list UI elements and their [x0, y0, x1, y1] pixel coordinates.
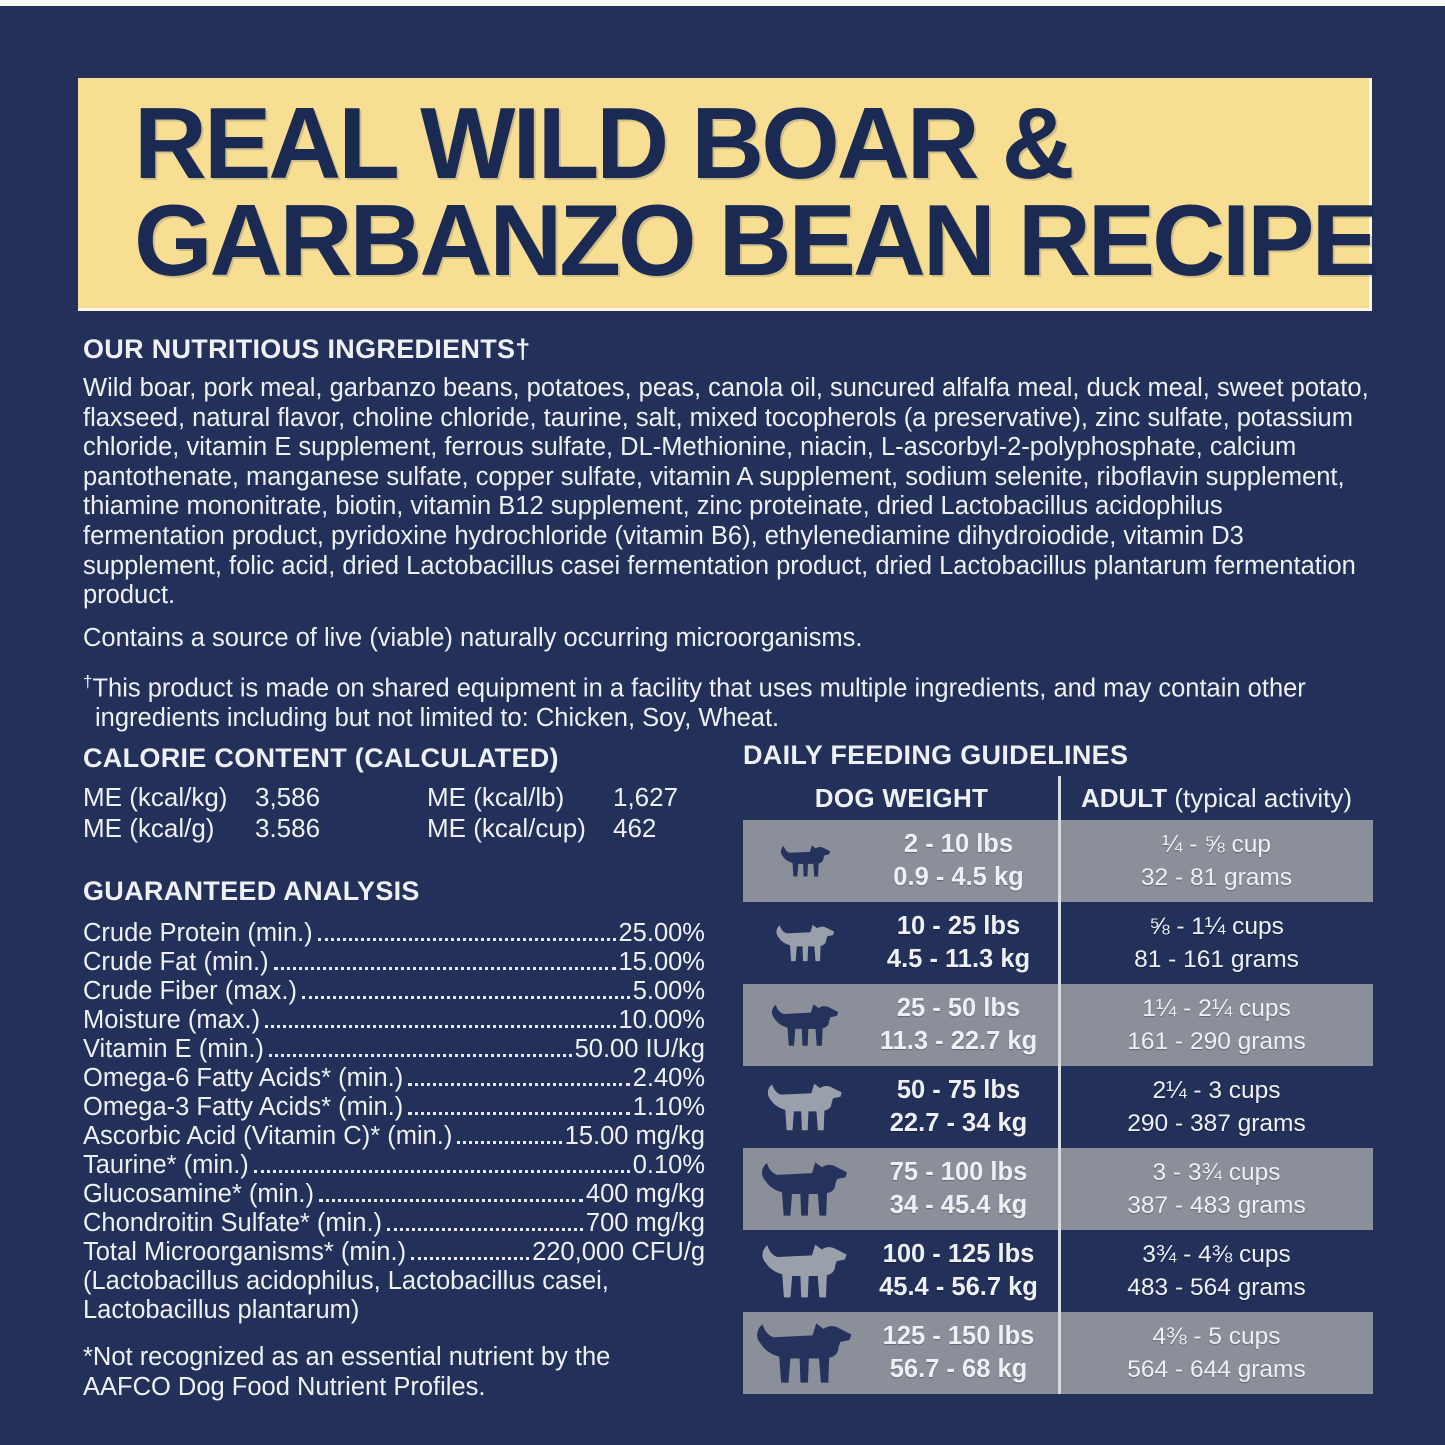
guaranteed-analysis-heading: GUARANTEED ANALYSIS — [83, 876, 420, 906]
serving-grams: 161 - 290 grams — [1127, 1028, 1306, 1055]
weight-kg: 4.5 - 11.3 kg — [886, 945, 1031, 973]
recipe-title-line2: GARBANZO BEAN RECIPE — [134, 185, 1376, 297]
calorie-label: ME (kcal/lb) — [427, 782, 565, 812]
calorie-grid — [83, 782, 723, 843]
shared-equipment-note — [83, 667, 1370, 734]
analysis-value: 25.00% — [618, 919, 705, 947]
analysis-value: 15.00 mg/kg — [564, 1122, 705, 1150]
serving-grams: 32 - 81 grams — [1140, 864, 1293, 891]
top-edge-strip — [0, 0, 1445, 6]
leader-dots — [302, 996, 630, 999]
calorie-label: ME (kcal/kg) — [83, 782, 228, 812]
analysis-row — [83, 1151, 705, 1180]
serving-grams: 387 - 483 grams — [1127, 1192, 1306, 1219]
microorganisms-detail-line2: Lactobacillus plantarum) — [83, 1296, 360, 1324]
terrier-icon — [766, 999, 848, 1051]
typical-activity-label: (typical activity) — [1167, 782, 1353, 813]
analysis-label: Omega-3 Fatty Acids* (min.) — [83, 1093, 404, 1121]
analysis-label: Ascorbic Acid (Vitamin C)* (min.) — [83, 1122, 453, 1150]
shepherd-icon — [759, 1078, 855, 1136]
chihuahua-icon — [778, 841, 836, 881]
analysis-value: 220,000 CFU/g — [532, 1238, 705, 1266]
feeding-guidelines-table — [743, 776, 1373, 1394]
serving-cups: ⅝ - 1¼ cups — [1149, 913, 1284, 940]
ingredients-list: Wild boar, pork meal, garbanzo beans, potatoes, peas, canola oil, suncured alfalfa meal, duck meal, sweet potato, flaxseed, natural flavor, choline chloride, taurine, salt, mixed tocopherols (a preservative), zinc sulfate, potassium chloride, vitamin E supplement, ferrous sulfate, DL-Methionine, niacin, L-ascorbyl-2-polyphosphate, calcium pantothenate, manganese sulfate, copper sulfate, vitamin A supplement, sodium selenite, riboflavin supplement, thiamine mononitrate, biotin, vitamin B12 supplement, zinc proteinate, dried Lactobacillus acidophilus fermentation product, pyridoxine hydrochloride (vitamin B6), ethylenediamine dihydroiodide, vitamin D3 supplement, folic acid, dried Lactobacillus casei fermentation product, dried Lactobacillus plantarum fermentation product. — [83, 374, 1369, 610]
weight-lbs: 2 - 10 lbs — [903, 830, 1014, 858]
weight-kg: 45.4 - 56.7 kg — [879, 1273, 1038, 1301]
microorganisms-detail-line1: (Lactobacillus acidophilus, Lactobacillus casei, — [83, 1267, 609, 1295]
adult-column-header — [1060, 783, 1373, 814]
weight-kg: 56.7 - 68 kg — [889, 1355, 1028, 1383]
calorie-value: 1,627 — [613, 782, 679, 812]
leader-dots — [408, 1112, 629, 1115]
leader-dots — [254, 1170, 630, 1173]
analysis-label: Vitamin E (min.) — [83, 1035, 264, 1063]
analysis-row — [83, 948, 705, 977]
analysis-row — [83, 1122, 705, 1151]
serving-grams: 290 - 387 grams — [1127, 1110, 1306, 1137]
mountain-dog-icon — [745, 1316, 869, 1390]
serving-cups: 4⅜ - 5 cups — [1152, 1323, 1281, 1350]
analysis-label: Glucosamine* (min.) — [83, 1180, 314, 1208]
analysis-row — [83, 1238, 705, 1267]
french-bulldog-icon — [773, 920, 841, 966]
leader-dots — [274, 967, 616, 970]
analysis-label: Total Microorganisms* (min.) — [83, 1238, 407, 1266]
dagger-mark: † — [83, 672, 93, 692]
serving-grams: 81 - 161 grams — [1134, 946, 1299, 973]
great-dane-icon — [757, 1155, 857, 1223]
analysis-value: 15.00% — [618, 948, 705, 976]
weight-kg: 11.3 - 22.7 kg — [879, 1027, 1038, 1055]
recipe-title-line1: REAL WILD BOAR & — [134, 88, 1072, 200]
leader-dots — [318, 938, 616, 941]
column-divider-line — [1058, 776, 1061, 1394]
analysis-value: 0.10% — [632, 1151, 705, 1179]
analysis-row — [83, 1064, 705, 1093]
analysis-row — [83, 1209, 705, 1238]
leader-dots — [265, 1025, 615, 1028]
calorie-label: ME (kcal/cup) — [427, 813, 586, 843]
aafco-footnote-line2: AAFCO Dog Food Nutrient Profiles. — [83, 1372, 486, 1401]
leader-dots — [319, 1199, 583, 1202]
analysis-value: 10.00% — [618, 1006, 705, 1034]
calorie-content-section — [83, 743, 723, 843]
ingredients-section — [83, 334, 1370, 734]
serving-cups: ¼ - ⅝ cup — [1162, 831, 1271, 858]
analysis-value: 5.00% — [632, 977, 705, 1005]
shared-equipment-text: This product is made on shared equipment in a facility that uses multiple ingredients, and may contain other ingredients including but not limited to: Chicken, Soy, Wheat. — [92, 674, 1306, 733]
analysis-label: Crude Fiber (max.) — [83, 977, 297, 1005]
weight-lbs: 75 - 100 lbs — [889, 1158, 1028, 1186]
aafco-footnote — [83, 1343, 705, 1402]
analysis-row — [83, 1006, 705, 1035]
feeding-guidelines-heading: DAILY FEEDING GUIDELINES — [743, 740, 1129, 770]
analysis-label: Taurine* (min.) — [83, 1151, 249, 1179]
calorie-value: 3,586 — [255, 782, 321, 812]
weight-kg: 0.9 - 4.5 kg — [893, 863, 1024, 891]
analysis-row — [83, 1180, 705, 1209]
leader-dots — [269, 1054, 572, 1057]
analysis-label: Chondroitin Sulfate* (min.) — [83, 1209, 383, 1237]
weight-lbs: 10 - 25 lbs — [896, 912, 1021, 940]
analysis-row — [83, 1093, 705, 1122]
contains-note: Contains a source of live (viable) naturally occurring microorganisms. — [83, 623, 863, 652]
weight-lbs: 125 - 150 lbs — [882, 1322, 1035, 1350]
serving-cups: 3 - 3¾ cups — [1152, 1159, 1281, 1186]
calorie-heading: CALORIE CONTENT (CALCULATED) — [83, 743, 559, 773]
serving-cups: 3¾ - 4⅜ cups — [1142, 1241, 1291, 1268]
analysis-value: 400 mg/kg — [585, 1180, 705, 1208]
ingredients-heading: OUR NUTRITIOUS INGREDIENTS† — [83, 334, 531, 364]
leader-dots — [387, 1228, 583, 1231]
serving-cups: 2¼ - 3 cups — [1152, 1077, 1281, 1104]
analysis-row — [83, 1035, 705, 1064]
serving-grams: 483 - 564 grams — [1127, 1274, 1306, 1301]
leader-dots — [408, 1083, 629, 1086]
analysis-label: Moisture (max.) — [83, 1006, 261, 1034]
leader-dots — [457, 1141, 561, 1144]
labrador-icon — [751, 1238, 863, 1304]
analysis-value: 1.10% — [632, 1093, 705, 1121]
weight-lbs: 50 - 75 lbs — [896, 1076, 1021, 1104]
adult-label: ADULT — [1080, 782, 1168, 813]
weight-lbs: 100 - 125 lbs — [882, 1240, 1035, 1268]
recipe-banner — [78, 78, 1376, 311]
calorie-label: ME (kcal/g) — [83, 813, 215, 843]
analysis-label: Crude Fat (min.) — [83, 948, 269, 976]
weight-lbs: 25 - 50 lbs — [896, 994, 1021, 1022]
feeding-table-rows — [743, 820, 1373, 1394]
analysis-value: 50.00 IU/kg — [574, 1035, 705, 1063]
serving-cups: 1¼ - 2¼ cups — [1142, 995, 1291, 1022]
calorie-value: 462 — [613, 813, 657, 843]
analysis-row — [83, 919, 705, 948]
leader-dots — [411, 1257, 529, 1260]
serving-grams: 564 - 644 grams — [1127, 1356, 1306, 1383]
calorie-value: 3.586 — [255, 813, 321, 843]
analysis-label: Crude Protein (min.) — [83, 919, 313, 947]
guaranteed-analysis-section — [83, 876, 705, 1402]
weight-kg: 34 - 45.4 kg — [889, 1191, 1028, 1219]
analysis-value: 2.40% — [632, 1064, 705, 1092]
dog-weight-column-header: DOG WEIGHT — [814, 782, 989, 813]
analysis-row — [83, 977, 705, 1006]
aafco-footnote-line1: *Not recognized as an essential nutrient by the — [83, 1343, 611, 1371]
analysis-label: Omega-6 Fatty Acids* (min.) — [83, 1064, 404, 1092]
weight-kg: 22.7 - 34 kg — [889, 1109, 1028, 1137]
analysis-value: 700 mg/kg — [585, 1209, 705, 1237]
